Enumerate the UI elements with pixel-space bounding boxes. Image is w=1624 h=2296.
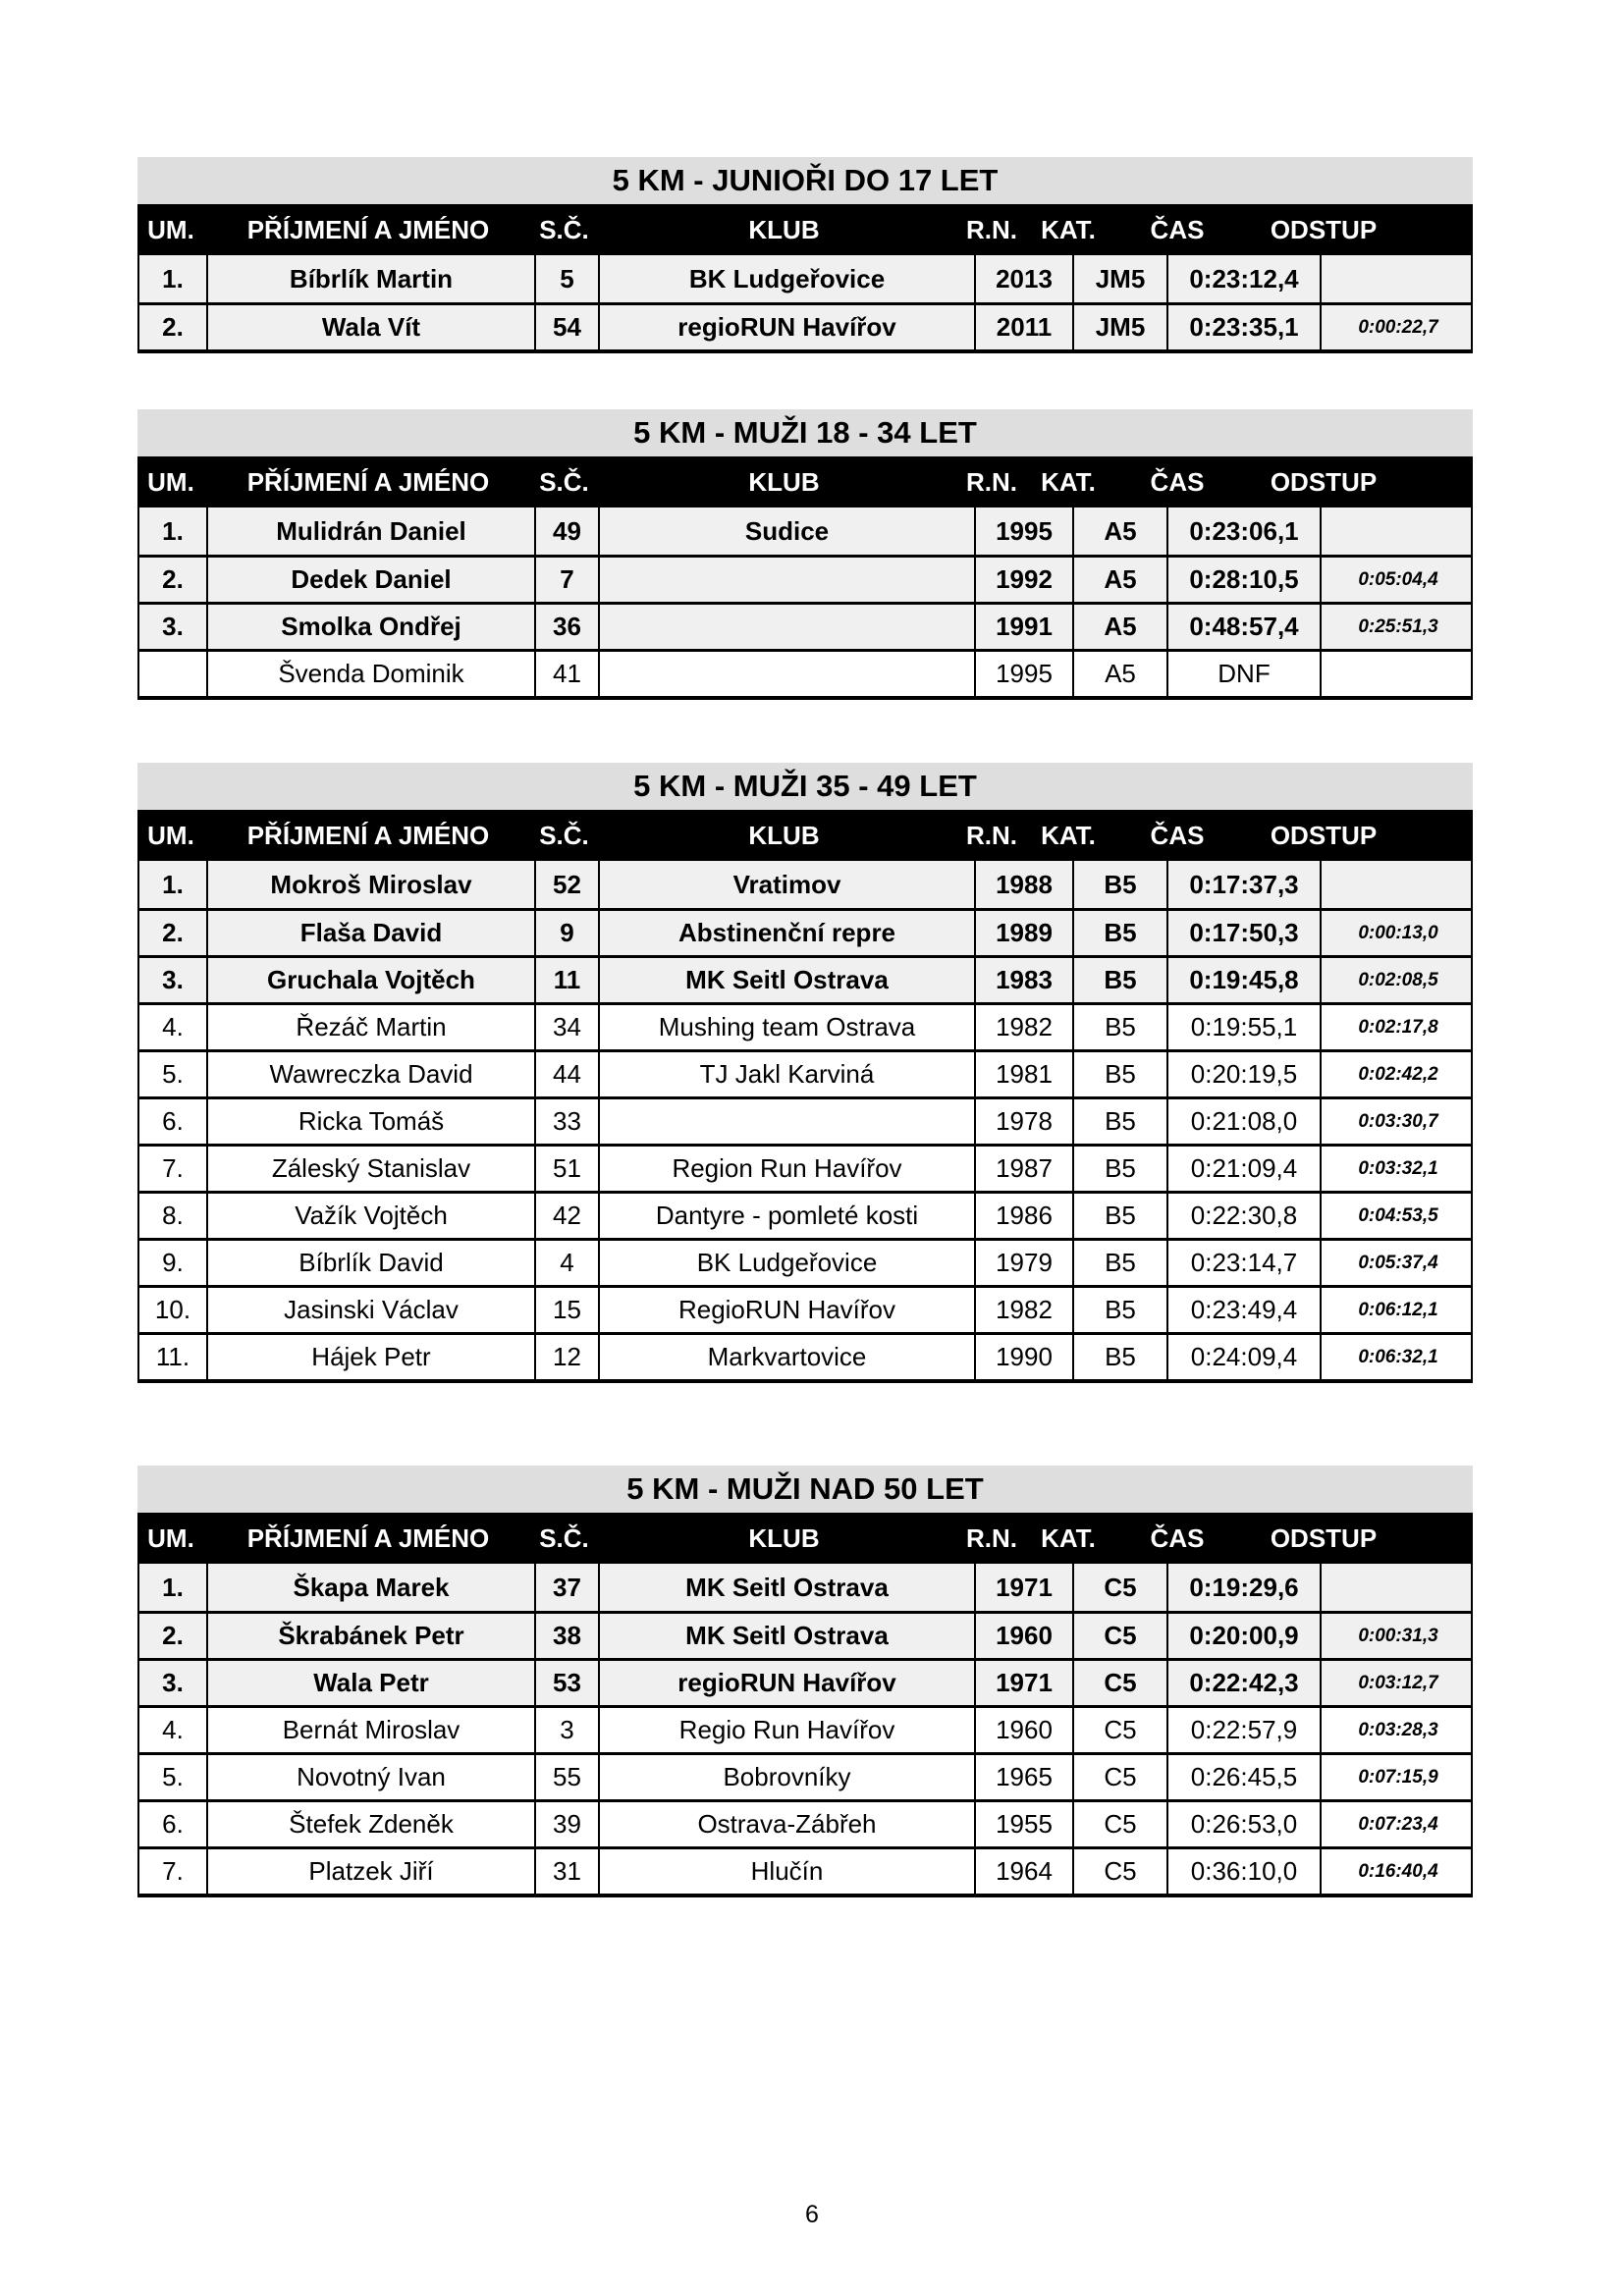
cell-klub: Mushing team Ostrava bbox=[598, 1005, 974, 1049]
cell-name: Jasinski Václav bbox=[206, 1288, 534, 1332]
cell-cas: 0:36:10,0 bbox=[1166, 1849, 1320, 1894]
cell-um: 4. bbox=[162, 1715, 184, 1744]
column-header: R.N. bbox=[966, 466, 1017, 497]
cell-odstup: 0:00:22,7 bbox=[1320, 305, 1475, 349]
column-header: PŘÍJMENÍ A JMÉNO bbox=[246, 466, 490, 497]
cell-rn: 1971 bbox=[974, 1564, 1072, 1611]
cell-um: 3. bbox=[162, 965, 184, 994]
cell-sc: 11 bbox=[534, 958, 598, 1002]
cell-um: 1. bbox=[162, 515, 184, 546]
cell-sc: 42 bbox=[534, 1194, 598, 1238]
column-header: R.N. bbox=[966, 820, 1017, 850]
cell-um: 3. bbox=[162, 1668, 184, 1697]
cell-name: Wawreczka David bbox=[206, 1052, 534, 1096]
cell-rn: 2011 bbox=[974, 305, 1072, 349]
cell-kat: C5 bbox=[1072, 1708, 1166, 1752]
cell-name: Hájek Petr bbox=[206, 1335, 534, 1379]
table-row bbox=[137, 507, 1473, 555]
cell-klub: Bobrovníky bbox=[598, 1755, 974, 1799]
cell-um: 1. bbox=[162, 869, 184, 899]
table-row bbox=[137, 1846, 1473, 1894]
table-title: 5 KM - MUŽI 35 - 49 LET bbox=[137, 763, 1473, 810]
cell-rn: 1988 bbox=[974, 861, 1072, 908]
cell-kat: C5 bbox=[1072, 1802, 1166, 1846]
cell-name: Záleský Stanislav bbox=[206, 1147, 534, 1191]
cell-name: Škapa Marek bbox=[206, 1564, 534, 1611]
cell-cas: 0:17:37,3 bbox=[1166, 861, 1320, 908]
table-row bbox=[137, 1144, 1473, 1191]
cell-klub: Vratimov bbox=[598, 861, 974, 908]
column-header: KLUB bbox=[748, 820, 820, 850]
column-header: PŘÍJMENÍ A JMÉNO bbox=[246, 214, 490, 244]
column-header: UM. bbox=[147, 820, 194, 850]
cell-kat: A5 bbox=[1072, 652, 1166, 696]
cell-um: 2. bbox=[162, 564, 184, 594]
column-header: S.Č. bbox=[539, 466, 589, 497]
cell-kat: B5 bbox=[1072, 1288, 1166, 1332]
cell-klub: MK Seitl Ostrava bbox=[598, 1564, 974, 1611]
cell-name: Mokroš Miroslav bbox=[206, 861, 534, 908]
cell-rn: 1991 bbox=[974, 605, 1072, 649]
cell-rn: 1965 bbox=[974, 1755, 1072, 1799]
cell-cas: 0:19:55,1 bbox=[1166, 1005, 1320, 1049]
table-row bbox=[137, 1332, 1473, 1379]
cell-name: Dedek Daniel bbox=[206, 558, 534, 602]
cell-sc: 4 bbox=[534, 1241, 598, 1285]
cell-cas: 0:48:57,4 bbox=[1166, 605, 1320, 649]
cell-name: Ricka Tomáš bbox=[206, 1099, 534, 1144]
cell-name: Novotný Ivan bbox=[206, 1755, 534, 1799]
cell-sc: 31 bbox=[534, 1849, 598, 1894]
cell-sc: 15 bbox=[534, 1288, 598, 1332]
table-row bbox=[137, 302, 1473, 349]
table-title: 5 KM - JUNIOŘI DO 17 LET bbox=[137, 157, 1473, 204]
cell-odstup: 0:16:40,4 bbox=[1320, 1849, 1475, 1894]
column-header: ČAS bbox=[1150, 214, 1205, 244]
cell-odstup: 0:06:12,1 bbox=[1320, 1288, 1475, 1332]
cell-sc: 55 bbox=[534, 1755, 598, 1799]
table-title: 5 KM - MUŽI NAD 50 LET bbox=[137, 1466, 1473, 1513]
cell-klub: Markvartovice bbox=[598, 1335, 974, 1379]
cell-cas: 0:22:30,8 bbox=[1166, 1194, 1320, 1238]
cell-um: 1. bbox=[162, 263, 184, 294]
table-header bbox=[137, 456, 1473, 507]
table-row bbox=[137, 1096, 1473, 1144]
column-header: S.Č. bbox=[539, 820, 589, 850]
cell-kat: B5 bbox=[1072, 1005, 1166, 1049]
cell-kat: C5 bbox=[1072, 1755, 1166, 1799]
cell-odstup: 0:02:42,2 bbox=[1320, 1052, 1475, 1096]
column-header: ODSTUP bbox=[1270, 214, 1378, 244]
cell-klub: TJ Jakl Karviná bbox=[598, 1052, 974, 1096]
table-row bbox=[137, 1658, 1473, 1705]
cell-kat: JM5 bbox=[1072, 255, 1166, 302]
cell-um: 6. bbox=[162, 1809, 184, 1839]
cell-odstup: 0:00:13,0 bbox=[1320, 911, 1475, 955]
table-row bbox=[137, 1611, 1473, 1658]
cell-rn: 1982 bbox=[974, 1288, 1072, 1332]
cell-name: Smolka Ondřej bbox=[206, 605, 534, 649]
cell-um: 5. bbox=[162, 1059, 184, 1089]
table-row bbox=[137, 861, 1473, 908]
cell-cas: 0:22:42,3 bbox=[1166, 1661, 1320, 1705]
cell-klub: BK Ludgeřovice bbox=[598, 1241, 974, 1285]
cell-sc: 49 bbox=[534, 507, 598, 555]
cell-odstup: 0:07:23,4 bbox=[1320, 1802, 1475, 1846]
cell-klub: Regio Run Havířov bbox=[598, 1708, 974, 1752]
cell-cas: 0:22:57,9 bbox=[1166, 1708, 1320, 1752]
cell-kat: C5 bbox=[1072, 1849, 1166, 1894]
cell-klub: Dantyre - pomleté kosti bbox=[598, 1194, 974, 1238]
cell-kat: B5 bbox=[1072, 1194, 1166, 1238]
cell-rn: 2013 bbox=[974, 255, 1072, 302]
cell-klub bbox=[598, 1099, 974, 1144]
cell-sc: 5 bbox=[534, 255, 598, 302]
column-header: ČAS bbox=[1150, 1522, 1205, 1553]
cell-name: Platzek Jiří bbox=[206, 1849, 534, 1894]
table-rows bbox=[137, 255, 1473, 353]
column-header: KAT. bbox=[1041, 820, 1096, 850]
cell-rn: 1982 bbox=[974, 1005, 1072, 1049]
cell-kat: C5 bbox=[1072, 1614, 1166, 1658]
cell-klub: Abstinenční repre bbox=[598, 911, 974, 955]
table-rows bbox=[137, 507, 1473, 700]
cell-name: Bíbrlík David bbox=[206, 1241, 534, 1285]
cell-name: Štefek Zdeněk bbox=[206, 1802, 534, 1846]
table-row bbox=[137, 1705, 1473, 1752]
cell-rn: 1986 bbox=[974, 1194, 1072, 1238]
cell-um: 2. bbox=[162, 1621, 184, 1650]
cell-rn: 1983 bbox=[974, 958, 1072, 1002]
cell-sc: 12 bbox=[534, 1335, 598, 1379]
table-row bbox=[137, 955, 1473, 1002]
cell-um: 7. bbox=[162, 1856, 184, 1886]
cell-odstup: 0:05:04,4 bbox=[1320, 558, 1475, 602]
cell-odstup: 0:03:12,7 bbox=[1320, 1661, 1475, 1705]
column-header: UM. bbox=[147, 466, 194, 497]
column-header: KLUB bbox=[748, 466, 820, 497]
cell-sc: 9 bbox=[534, 911, 598, 955]
cell-odstup: 0:05:37,4 bbox=[1320, 1241, 1475, 1285]
cell-name: Škrabánek Petr bbox=[206, 1614, 534, 1658]
cell-rn: 1987 bbox=[974, 1147, 1072, 1191]
cell-kat: C5 bbox=[1072, 1661, 1166, 1705]
column-header: ODSTUP bbox=[1270, 466, 1378, 497]
cell-kat: B5 bbox=[1072, 861, 1166, 908]
cell-name: Wala Vít bbox=[206, 305, 534, 349]
cell-sc: 53 bbox=[534, 1661, 598, 1705]
column-header: S.Č. bbox=[539, 214, 589, 244]
cell-name: Mulidrán Daniel bbox=[206, 507, 534, 555]
cell-cas: 0:17:50,3 bbox=[1166, 911, 1320, 955]
column-header: KLUB bbox=[748, 214, 820, 244]
cell-rn: 1995 bbox=[974, 652, 1072, 696]
cell-odstup: 0:03:30,7 bbox=[1320, 1099, 1475, 1144]
cell-sc: 51 bbox=[534, 1147, 598, 1191]
column-header: KLUB bbox=[748, 1522, 820, 1553]
cell-klub: MK Seitl Ostrava bbox=[598, 1614, 974, 1658]
cell-kat: B5 bbox=[1072, 1099, 1166, 1144]
table-header bbox=[137, 1513, 1473, 1564]
cell-sc: 54 bbox=[534, 305, 598, 349]
cell-name: Řezáč Martin bbox=[206, 1005, 534, 1049]
table-row bbox=[137, 555, 1473, 602]
cell-rn: 1960 bbox=[974, 1614, 1072, 1658]
table-row bbox=[137, 1285, 1473, 1332]
cell-cas: 0:23:35,1 bbox=[1166, 305, 1320, 349]
cell-um: 2. bbox=[162, 312, 184, 342]
cell-sc: 44 bbox=[534, 1052, 598, 1096]
cell-rn: 1989 bbox=[974, 911, 1072, 955]
cell-um: 7. bbox=[162, 1153, 184, 1183]
cell-sc: 37 bbox=[534, 1564, 598, 1611]
cell-cas: 0:28:10,5 bbox=[1166, 558, 1320, 602]
table-row bbox=[137, 649, 1473, 696]
cell-um: 2. bbox=[162, 918, 184, 947]
cell-kat: JM5 bbox=[1072, 305, 1166, 349]
cell-um: 3. bbox=[162, 612, 184, 641]
cell-klub bbox=[598, 558, 974, 602]
cell-kat: B5 bbox=[1072, 911, 1166, 955]
cell-sc: 36 bbox=[534, 605, 598, 649]
cell-kat: C5 bbox=[1072, 1564, 1166, 1611]
cell-cas: 0:23:06,1 bbox=[1166, 507, 1320, 555]
cell-cas: 0:21:08,0 bbox=[1166, 1099, 1320, 1144]
table-row bbox=[137, 1752, 1473, 1799]
cell-cas: 0:19:29,6 bbox=[1166, 1564, 1320, 1611]
cell-cas: 0:26:53,0 bbox=[1166, 1802, 1320, 1846]
cell-odstup bbox=[1320, 1564, 1475, 1611]
column-header: ODSTUP bbox=[1270, 1522, 1378, 1553]
table-row bbox=[137, 1002, 1473, 1049]
table-row bbox=[137, 602, 1473, 649]
cell-sc: 39 bbox=[534, 1802, 598, 1846]
cell-um: 5. bbox=[162, 1762, 184, 1791]
cell-cas: 0:24:09,4 bbox=[1166, 1335, 1320, 1379]
cell-um: 1. bbox=[162, 1572, 184, 1602]
cell-cas: 0:21:09,4 bbox=[1166, 1147, 1320, 1191]
table-row bbox=[137, 908, 1473, 955]
cell-rn: 1971 bbox=[974, 1661, 1072, 1705]
cell-cas: 0:23:49,4 bbox=[1166, 1288, 1320, 1332]
cell-klub: Ostrava-Zábřeh bbox=[598, 1802, 974, 1846]
cell-rn: 1960 bbox=[974, 1708, 1072, 1752]
cell-cas: 0:23:12,4 bbox=[1166, 255, 1320, 302]
table-rows bbox=[137, 861, 1473, 1383]
cell-cas: 0:20:00,9 bbox=[1166, 1614, 1320, 1658]
cell-klub: BK Ludgeřovice bbox=[598, 255, 974, 302]
table-row bbox=[137, 1564, 1473, 1611]
cell-odstup bbox=[1320, 255, 1475, 302]
cell-sc: 33 bbox=[534, 1099, 598, 1144]
page-number: 6 bbox=[805, 2201, 819, 2228]
cell-name: Wala Petr bbox=[206, 1661, 534, 1705]
cell-kat: A5 bbox=[1072, 507, 1166, 555]
cell-kat: B5 bbox=[1072, 1052, 1166, 1096]
cell-klub: MK Seitl Ostrava bbox=[598, 958, 974, 1002]
column-header: ČAS bbox=[1150, 820, 1205, 850]
cell-kat: B5 bbox=[1072, 1147, 1166, 1191]
cell-cas: DNF bbox=[1166, 652, 1320, 696]
cell-odstup: 0:07:15,9 bbox=[1320, 1755, 1475, 1799]
cell-odstup: 0:02:08,5 bbox=[1320, 958, 1475, 1002]
cell-rn: 1992 bbox=[974, 558, 1072, 602]
column-header: KAT. bbox=[1041, 466, 1096, 497]
column-header: UM. bbox=[147, 214, 194, 244]
cell-name: Švenda Dominik bbox=[206, 652, 534, 696]
table-row bbox=[137, 1191, 1473, 1238]
cell-klub: Sudice bbox=[598, 507, 974, 555]
cell-rn: 1990 bbox=[974, 1335, 1072, 1379]
results-table-muzi-nad-50 bbox=[137, 1466, 1473, 1897]
cell-kat: A5 bbox=[1072, 558, 1166, 602]
cell-kat: B5 bbox=[1072, 1241, 1166, 1285]
column-header: KAT. bbox=[1041, 214, 1096, 244]
cell-odstup bbox=[1320, 861, 1475, 908]
cell-klub: Region Run Havířov bbox=[598, 1147, 974, 1191]
column-header: PŘÍJMENÍ A JMÉNO bbox=[246, 1522, 490, 1553]
column-header: UM. bbox=[147, 1522, 194, 1553]
cell-klub: Hlučín bbox=[598, 1849, 974, 1894]
cell-klub bbox=[598, 652, 974, 696]
cell-klub: regioRUN Havířov bbox=[598, 305, 974, 349]
cell-rn: 1981 bbox=[974, 1052, 1072, 1096]
table-row bbox=[137, 1238, 1473, 1285]
cell-name: Važík Vojtěch bbox=[206, 1194, 534, 1238]
table-row bbox=[137, 1049, 1473, 1096]
cell-odstup: 0:03:28,3 bbox=[1320, 1708, 1475, 1752]
results-table-juniori-do-17 bbox=[137, 157, 1473, 353]
cell-cas: 0:26:45,5 bbox=[1166, 1755, 1320, 1799]
column-header: ČAS bbox=[1150, 466, 1205, 497]
cell-sc: 38 bbox=[534, 1614, 598, 1658]
cell-sc: 52 bbox=[534, 861, 598, 908]
cell-odstup: 0:00:31,3 bbox=[1320, 1614, 1475, 1658]
cell-odstup: 0:06:32,1 bbox=[1320, 1335, 1475, 1379]
cell-odstup: 0:02:17,8 bbox=[1320, 1005, 1475, 1049]
cell-name: Gruchala Vojtěch bbox=[206, 958, 534, 1002]
cell-um: 8. bbox=[162, 1201, 184, 1230]
cell-kat: B5 bbox=[1072, 958, 1166, 1002]
cell-odstup bbox=[1320, 507, 1475, 555]
table-header bbox=[137, 810, 1473, 861]
cell-um: 11. bbox=[155, 1342, 190, 1371]
table-row bbox=[137, 255, 1473, 302]
table-header bbox=[137, 204, 1473, 255]
cell-odstup: 0:04:53,5 bbox=[1320, 1194, 1475, 1238]
cell-klub: RegioRUN Havířov bbox=[598, 1288, 974, 1332]
column-header: S.Č. bbox=[539, 1522, 589, 1553]
table-title: 5 KM - MUŽI 18 - 34 LET bbox=[137, 409, 1473, 456]
cell-name: Flaša David bbox=[206, 911, 534, 955]
column-header: PŘÍJMENÍ A JMÉNO bbox=[246, 820, 490, 850]
cell-cas: 0:20:19,5 bbox=[1166, 1052, 1320, 1096]
results-table-muzi-35-49 bbox=[137, 763, 1473, 1383]
cell-um: 4. bbox=[162, 1012, 184, 1041]
column-header: R.N. bbox=[966, 214, 1017, 244]
cell-sc: 41 bbox=[534, 652, 598, 696]
cell-sc: 3 bbox=[534, 1708, 598, 1752]
cell-rn: 1964 bbox=[974, 1849, 1072, 1894]
cell-um: 6. bbox=[162, 1106, 184, 1136]
cell-rn: 1978 bbox=[974, 1099, 1072, 1144]
results-table-muzi-18-34 bbox=[137, 409, 1473, 700]
cell-um: 10. bbox=[154, 1295, 191, 1324]
cell-odstup: 0:03:32,1 bbox=[1320, 1147, 1475, 1191]
table-row bbox=[137, 1799, 1473, 1846]
cell-odstup: 0:25:51,3 bbox=[1320, 605, 1475, 649]
cell-sc: 34 bbox=[534, 1005, 598, 1049]
cell-kat: A5 bbox=[1072, 605, 1166, 649]
cell-um bbox=[139, 652, 206, 696]
cell-klub bbox=[598, 605, 974, 649]
cell-sc: 7 bbox=[534, 558, 598, 602]
cell-name: Bernát Miroslav bbox=[206, 1708, 534, 1752]
cell-um: 9. bbox=[162, 1248, 184, 1277]
cell-rn: 1995 bbox=[974, 507, 1072, 555]
cell-rn: 1955 bbox=[974, 1802, 1072, 1846]
column-header: R.N. bbox=[966, 1522, 1017, 1553]
column-header: ODSTUP bbox=[1270, 820, 1378, 850]
cell-kat: B5 bbox=[1072, 1335, 1166, 1379]
column-header: KAT. bbox=[1041, 1522, 1096, 1553]
cell-rn: 1979 bbox=[974, 1241, 1072, 1285]
cell-odstup bbox=[1320, 652, 1475, 696]
cell-name: Bíbrlík Martin bbox=[206, 255, 534, 302]
cell-cas: 0:19:45,8 bbox=[1166, 958, 1320, 1002]
table-rows bbox=[137, 1564, 1473, 1897]
cell-klub: regioRUN Havířov bbox=[598, 1661, 974, 1705]
cell-cas: 0:23:14,7 bbox=[1166, 1241, 1320, 1285]
